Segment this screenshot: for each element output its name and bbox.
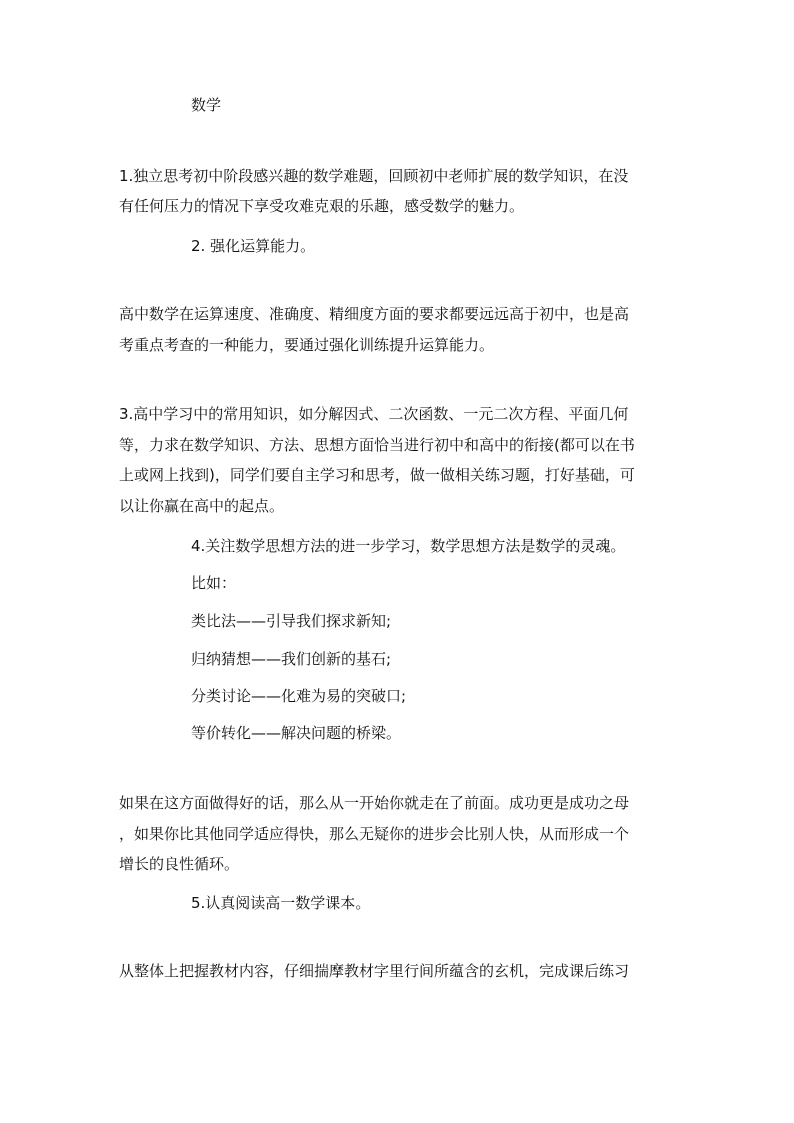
examples-intro: 比如： [191, 574, 237, 592]
example-item-3: 分类讨论——化难为易的突破口; [191, 687, 407, 705]
example-item-4: 等价转化——解决问题的桥梁。 [191, 724, 402, 742]
document-title: 数学 [191, 96, 222, 114]
example-item-2: 归纳猜想——我们创新的基石; [191, 650, 392, 668]
paragraph-9-line-1: 从整体上把握教材内容，仔细揣摩教材字里行间所蕴含的玄机，完成课后练习 [119, 962, 630, 980]
section-heading-5: 5.认真阅读高一数学课本。 [191, 894, 371, 912]
paragraph-4-line-3: 上或网上找到)，同学们要自主学习和思考，做一做相关练习题，打好基础，可 [119, 466, 635, 484]
paragraph-4-line-1: 3.高中学习中的常用知识，如分解因式、二次函数、一元二次方程、平面几何 [119, 405, 629, 423]
section-heading-2: 2. 强化运算能力。 [191, 237, 316, 255]
paragraph-1-line-1: 1.独立思考初中阶段感兴趣的数学难题，回顾初中老师扩展的数学知识，在没 [119, 167, 629, 185]
paragraph-3-line-1: 高中数学在运算速度、准确度、精细度方面的要求都要远远高于初中，也是高 [119, 305, 630, 323]
section-heading-4: 4.关注数学思想方法的进一步学习，数学思想方法是数学的灵魂。 [191, 537, 626, 555]
paragraph-1-line-2: 有任何压力的情况下享受攻难克艰的乐趣，感受数学的魅力。 [119, 197, 525, 215]
paragraph-4-line-4: 以让你赢在高中的起点。 [119, 497, 285, 515]
paragraph-3-line-2: 考重点考查的一种能力，要通过强化训练提升运算能力。 [119, 336, 495, 354]
paragraph-7-line-2: ，如果你比其他同学适应得快，那么无疑你的进步会比别人快，从而形成一个 [119, 825, 630, 843]
example-item-1: 类比法——引导我们探求新知; [191, 612, 392, 630]
paragraph-7-line-3: 增长的良性循环。 [119, 855, 240, 873]
paragraph-4-line-2: 等，力求在数学知识、方法、思想方面恰当进行初中和高中的衔接(都可以在书 [119, 436, 635, 454]
paragraph-7-line-1: 如果在这方面做得好的话，那么从一开始你就走在了前面。成功更是成功之母 [119, 794, 630, 812]
